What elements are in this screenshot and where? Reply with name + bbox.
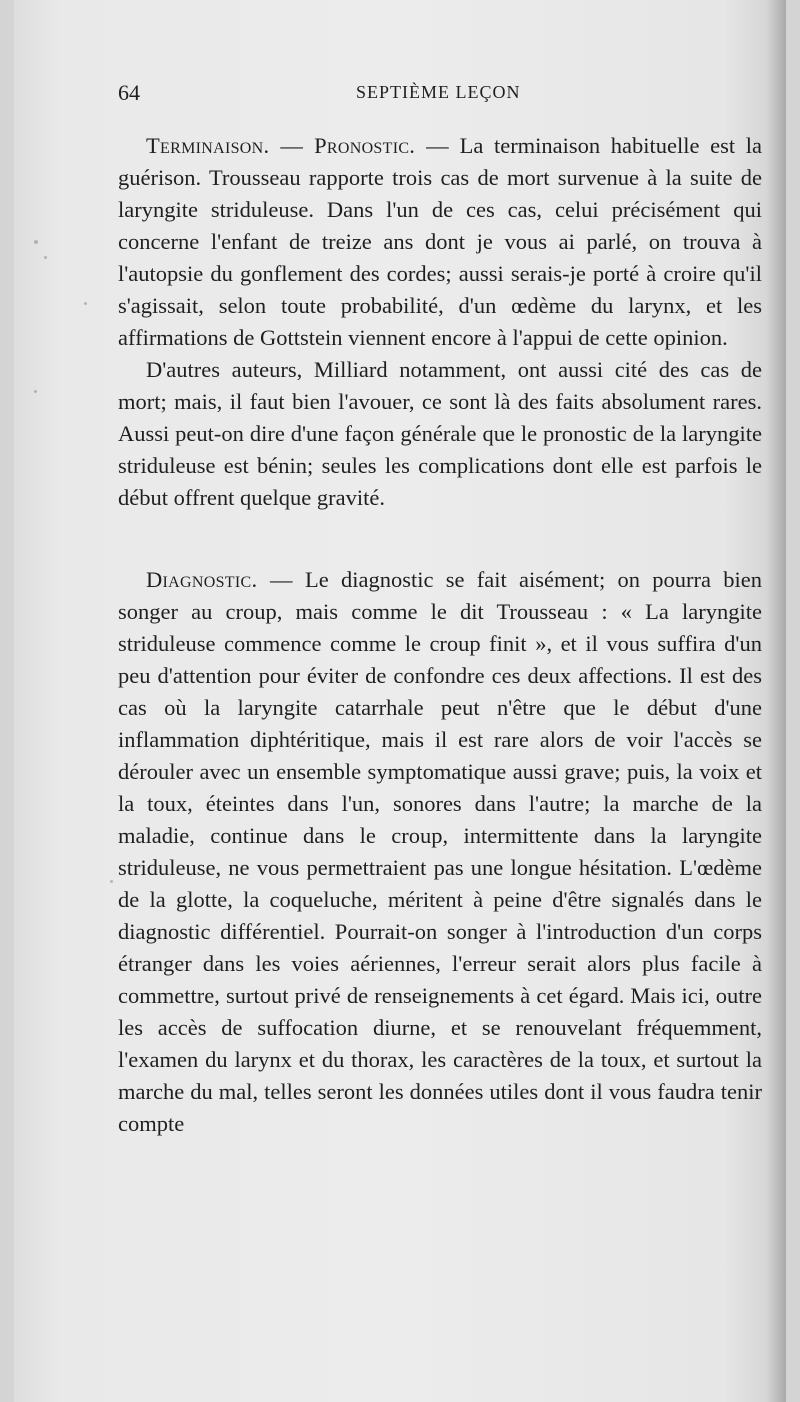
section-heading: Terminaison. — Pronostic. —	[146, 133, 449, 158]
paragraph	[118, 354, 762, 514]
page-number: 64	[118, 80, 140, 105]
paragraph-text: La terminaison habituelle est la guérison. Trousseau rapporte trois cas de mort survenue à la suite de laryngite striduleuse. Dans l'un de ces cas, celui précisément qui concerne l'enfant de treize ans dont je vous ai parlé, on trouva à l'autopsie du gonflement des cordes; aussi serais-je porté à croire qu'il s'agissait, selon toute probabilité, d'un œdème du larynx, et les affirmations de Gottstein viennent encore à l'appui de cette opinion.	[118, 133, 763, 350]
page-gutter-shadow	[766, 0, 786, 1402]
section-heading: Diagnostic. —	[146, 567, 293, 592]
paragraph-text: D'autres auteurs, Milliard notamment, ont aussi cité des cas de mort; mais, il faut bien l'avouer, ce sont là des faits absolument rares. Aussi peut-on dire d'une façon générale que le pronostic de la laryngite striduleuse est bénin; seules les complications dont elle est parfois le début offrent quelque gravité.	[118, 357, 762, 510]
paragraph	[118, 564, 762, 1140]
page-content	[118, 0, 762, 1140]
section-diagnostic	[118, 564, 762, 1140]
paragraph	[118, 130, 762, 354]
paper-speck	[110, 880, 113, 883]
running-head	[118, 80, 762, 110]
section-gap	[118, 514, 762, 544]
section-terminaison	[118, 130, 762, 514]
paper-speck	[34, 240, 38, 244]
paper-speck	[84, 302, 87, 305]
chapter-title: SEPTIÈME LEÇON	[356, 82, 521, 102]
paper-speck	[44, 256, 47, 259]
paragraph-text: Le diagnostic se fait aisément; on pourra bien songer au croup, mais comme le dit Trousseau : « La laryngite striduleuse commence comme le croup finit », et il vous suffira d'un peu d'attention pour éviter de confondre ces deux affections. Il est des cas où la laryngite catarrhale peut n'être que le début d'une inflammation diphtéritique, mais il est rare alors de voir l'accès se dérouler avec un ensemble symptomatique aussi grave; puis, la voix et la toux, éteintes dans l'un, sonores dans l'autre; la marche de la maladie, continue dans le croup, intermittente dans la laryngite striduleuse, ne vous permettraient pas une longue hésitation. L'œdème de la glotte, la coqueluche, méritent à peine d'être signalés dans le diagnostic différentiel. Pourrait-on songer à l'introduction d'un corps étranger dans les voies aériennes, l'erreur serait alors plus facile à commettre, surtout privé de renseignements à cet égard. Mais ici, outre les accès de suffocation diurne, et se renouvelant fréquemment, l'examen du larynx et du thorax, les caractères de la toux, et surtout la marche du mal, telles seront les données utiles dont il vous faudra tenir compte	[118, 567, 762, 1136]
paper-speck	[34, 390, 37, 393]
